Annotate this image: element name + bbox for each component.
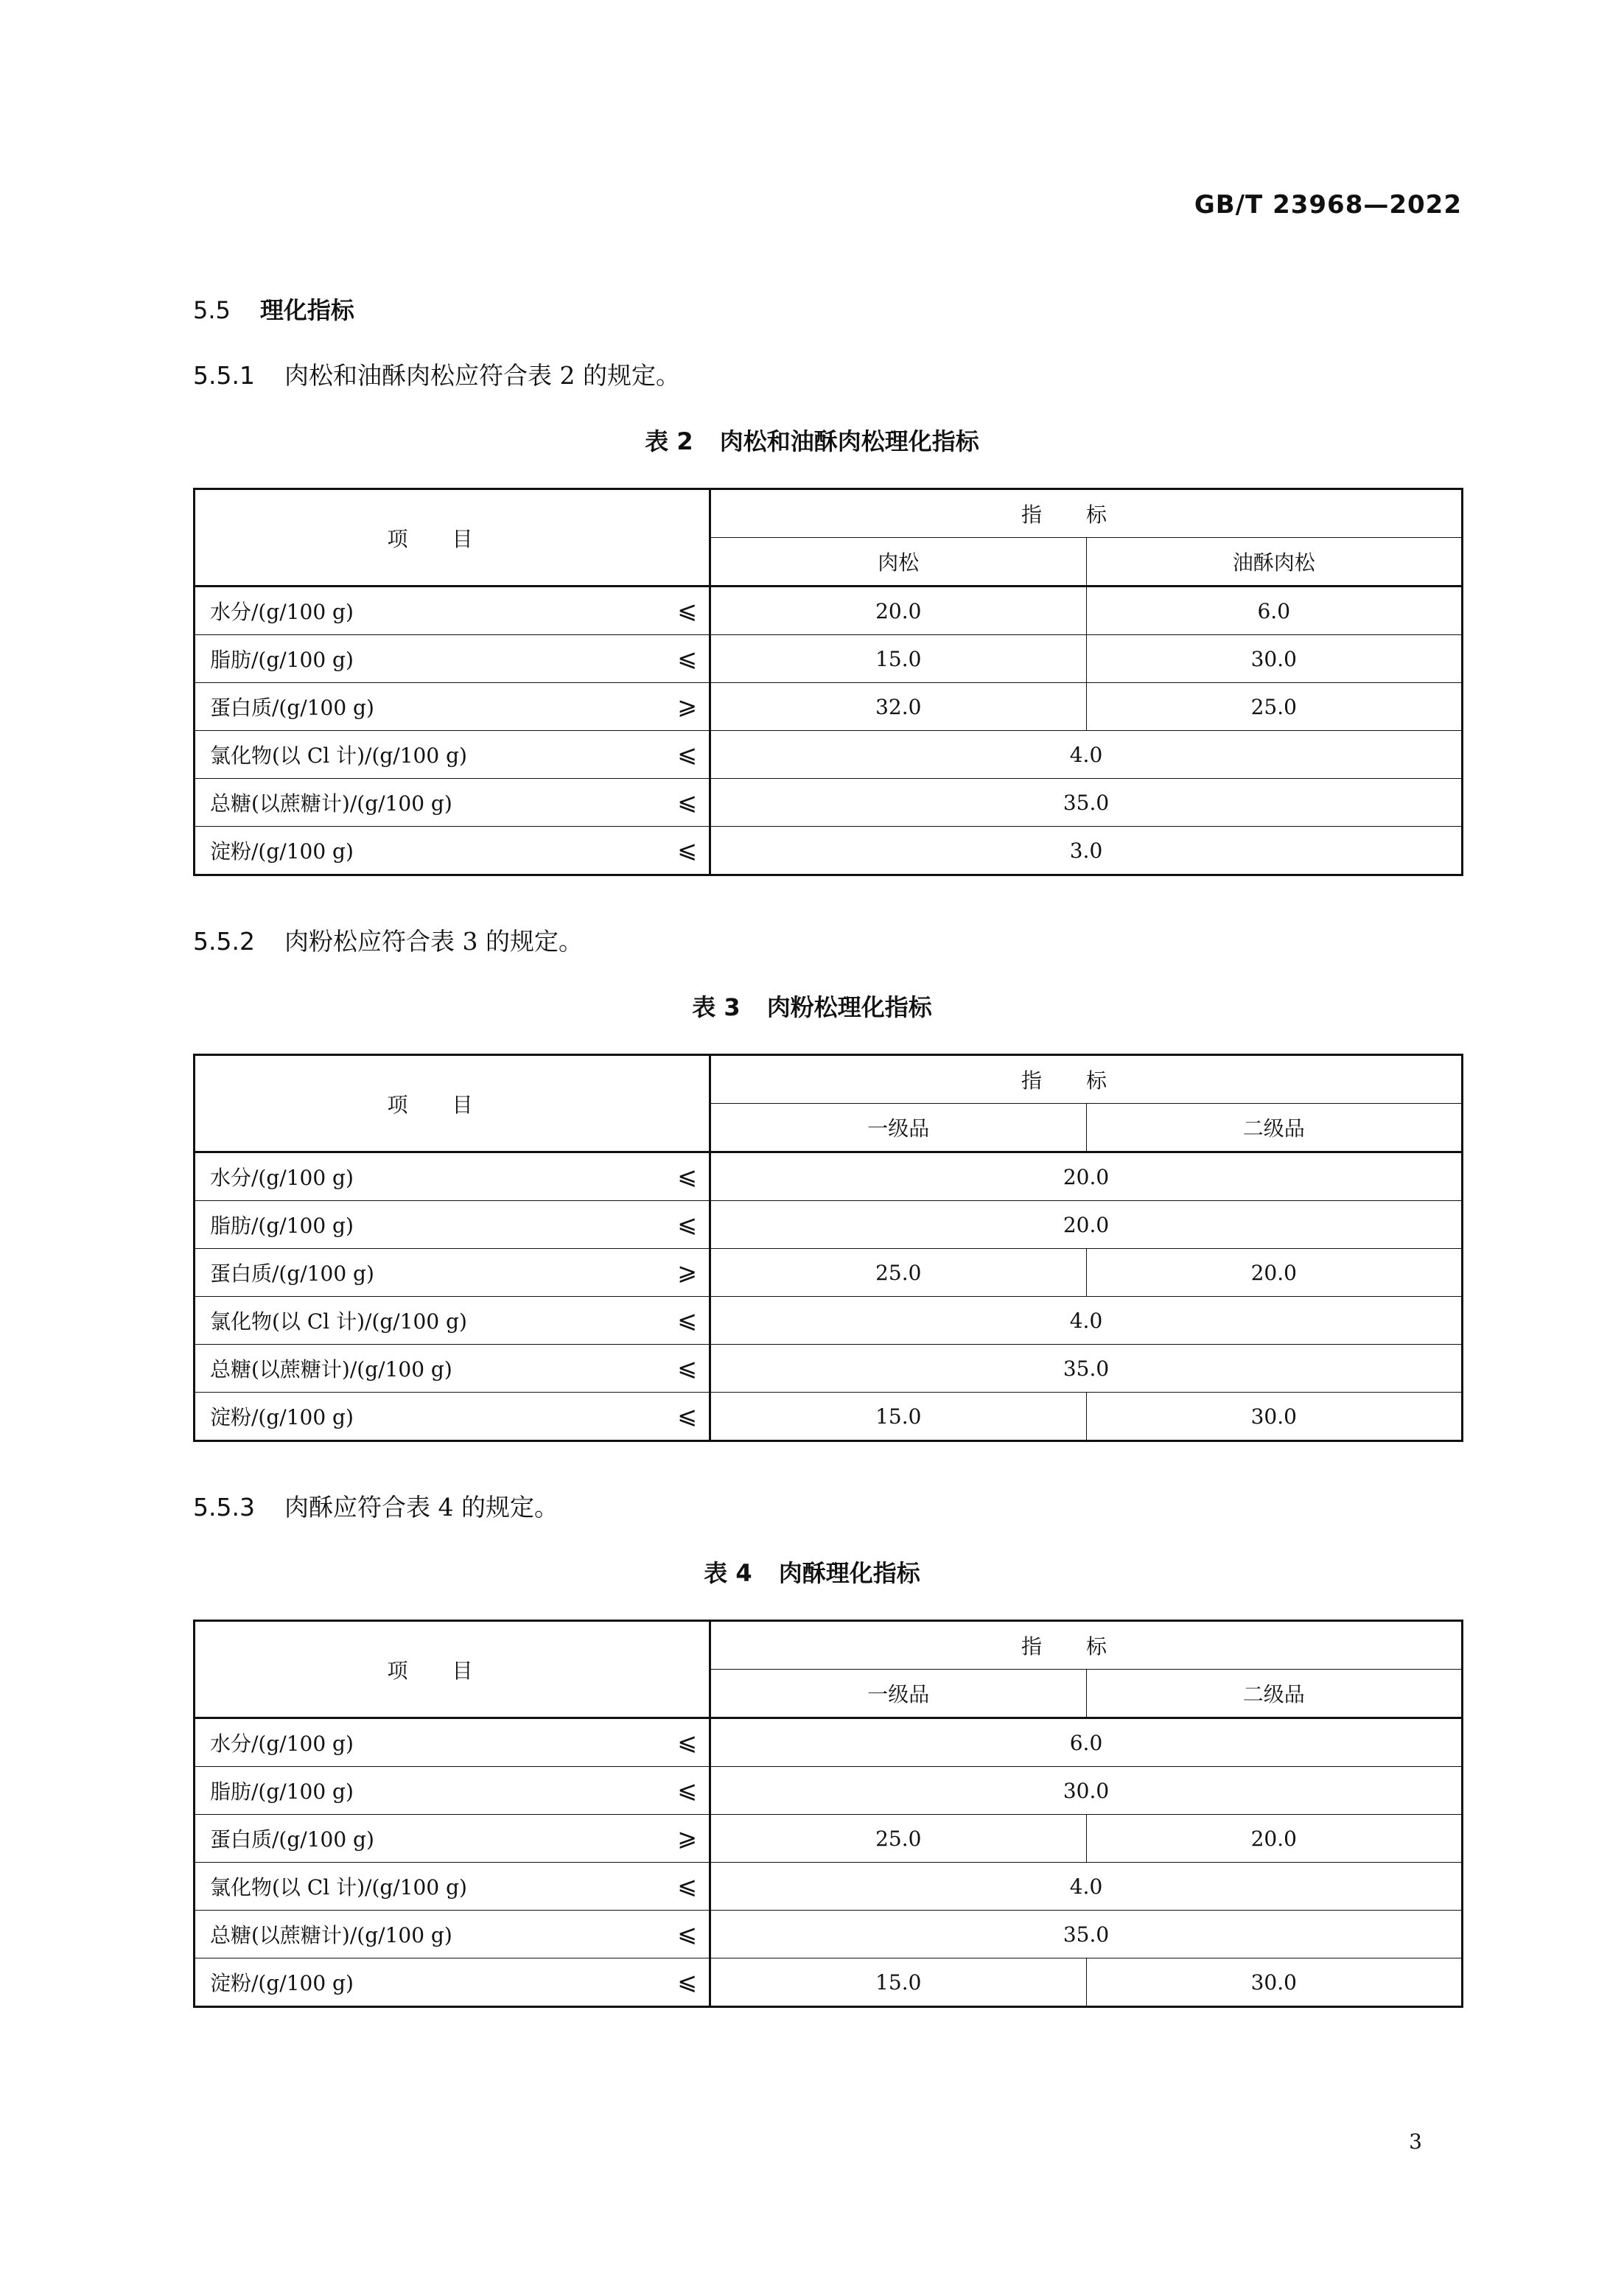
table-row: [195, 683, 1463, 731]
header-item: 项目: [195, 489, 710, 587]
spec-table: [193, 488, 1463, 876]
header-grade: 油酥肉松: [1086, 538, 1463, 587]
row-item-label: 蛋白质/(g/100 g): [210, 1827, 374, 1852]
row-item-label: 氯化物(以 Cl 计)/(g/100 g): [210, 1309, 467, 1334]
row-item-label: 氯化物(以 Cl 计)/(g/100 g): [210, 1875, 467, 1900]
table-row: [195, 1911, 1463, 1958]
comparison-operator: ⩽: [677, 1967, 697, 1995]
row-item-label: 氯化物(以 Cl 计)/(g/100 g): [210, 743, 467, 768]
standard-id: GB/T 23968—2022: [1194, 190, 1462, 220]
comparison-operator: ⩽: [677, 788, 697, 816]
row-item: [195, 1815, 710, 1863]
table-row: [195, 1152, 1463, 1201]
clause-number: 5.5.3: [193, 1493, 255, 1522]
row-item-label: 蛋白质/(g/100 g): [210, 1261, 374, 1286]
row-item-label: 淀粉/(g/100 g): [210, 1971, 354, 1995]
table-header-row: [195, 1621, 1463, 1670]
row-value: 32.0: [710, 683, 1087, 731]
header-index: 指标: [710, 1621, 1463, 1670]
table-row: [195, 1815, 1463, 1863]
row-value-merged: 4.0: [710, 731, 1463, 779]
row-item: [195, 731, 710, 779]
comparison-operator: ⩽: [677, 644, 697, 672]
header-index: 指标: [710, 1055, 1463, 1104]
row-item-label: 水分/(g/100 g): [210, 1732, 354, 1756]
row-item-label: 脂肪/(g/100 g): [210, 1779, 354, 1804]
table-row: [195, 1767, 1463, 1815]
row-item: [195, 1345, 710, 1393]
row-value: 25.0: [710, 1815, 1087, 1863]
row-value: 15.0: [710, 1393, 1087, 1441]
table-header-row: [195, 489, 1463, 538]
row-value: 20.0: [710, 587, 1087, 635]
row-item-label: 总糖(以蔗糖计)/(g/100 g): [210, 1357, 452, 1382]
row-value-merged: 4.0: [710, 1863, 1463, 1911]
row-item-label: 脂肪/(g/100 g): [210, 648, 354, 672]
row-item: [195, 1911, 710, 1958]
clause-number: 5.5.1: [193, 361, 255, 390]
table-row: [195, 1718, 1463, 1767]
row-item: [195, 683, 710, 731]
row-item-label: 水分/(g/100 g): [210, 600, 354, 624]
header-item: 项目: [195, 1055, 710, 1152]
row-item: [195, 635, 710, 683]
spec-table: [193, 1054, 1463, 1442]
row-item-label: 总糖(以蔗糖计)/(g/100 g): [210, 1923, 452, 1947]
table-number: 表 4: [704, 1559, 752, 1587]
row-value: 15.0: [710, 635, 1087, 683]
table-row: [195, 1863, 1463, 1911]
table-row: [195, 1345, 1463, 1393]
row-item: [195, 1718, 710, 1767]
table-caption: [0, 1555, 1624, 1589]
comparison-operator: ⩽: [677, 1354, 697, 1382]
table-row: [195, 1393, 1463, 1441]
row-item-label: 水分/(g/100 g): [210, 1166, 354, 1190]
row-item: [195, 1152, 710, 1201]
table-row: [195, 1249, 1463, 1297]
table-title: 肉松和油酥肉松理化指标: [719, 427, 979, 455]
row-value: 6.0: [1086, 587, 1463, 635]
table-row: [195, 1297, 1463, 1345]
comparison-operator: ⩽: [677, 1306, 697, 1334]
row-item-label: 淀粉/(g/100 g): [210, 839, 354, 864]
row-value-merged: 3.0: [710, 827, 1463, 875]
row-item-label: 淀粉/(g/100 g): [210, 1405, 354, 1429]
table-caption: [0, 423, 1624, 457]
section-title: 理化指标: [259, 296, 354, 324]
table-caption: [0, 989, 1624, 1023]
row-value: 25.0: [710, 1249, 1087, 1297]
row-value-merged: 20.0: [710, 1152, 1463, 1201]
table-row: [195, 587, 1463, 635]
table-row: [195, 1958, 1463, 2007]
spec-table: [193, 1620, 1463, 2008]
table-row: [195, 1201, 1463, 1249]
header-grade: 二级品: [1086, 1104, 1463, 1152]
table-number: 表 2: [645, 427, 693, 455]
header-grade: 一级品: [710, 1104, 1087, 1152]
row-value: 30.0: [1086, 1393, 1463, 1441]
table-row: [195, 635, 1463, 683]
clause-number: 5.5.2: [193, 927, 255, 956]
header-index: 指标: [710, 489, 1463, 538]
row-value: 25.0: [1086, 683, 1463, 731]
row-item: [195, 587, 710, 635]
section-heading: [193, 292, 354, 326]
table-row: [195, 731, 1463, 779]
page-number: 3: [1409, 2129, 1422, 2154]
row-value: 30.0: [1086, 635, 1463, 683]
row-value-merged: 35.0: [710, 1911, 1463, 1958]
table-row: [195, 827, 1463, 875]
row-value: 15.0: [710, 1958, 1087, 2007]
row-item: [195, 1249, 710, 1297]
row-value-merged: 20.0: [710, 1201, 1463, 1249]
row-item: [195, 1393, 710, 1441]
comparison-operator: ⩽: [677, 836, 697, 864]
comparison-operator: ⩽: [677, 1401, 697, 1429]
comparison-operator: ⩽: [677, 1728, 697, 1756]
row-value: 30.0: [1086, 1958, 1463, 2007]
row-item: [195, 1767, 710, 1815]
table-title: 肉粉松理化指标: [766, 993, 932, 1021]
row-item: [195, 1863, 710, 1911]
row-item: [195, 1297, 710, 1345]
row-value-merged: 35.0: [710, 1345, 1463, 1393]
row-value: 20.0: [1086, 1815, 1463, 1863]
clause-paragraph: [193, 357, 680, 391]
table-number: 表 3: [692, 993, 741, 1021]
row-item-label: 脂肪/(g/100 g): [210, 1214, 354, 1238]
comparison-operator: ⩾: [677, 1824, 697, 1852]
comparison-operator: ⩾: [677, 1258, 697, 1286]
header-grade: 肉松: [710, 538, 1087, 587]
section-number: 5.5: [193, 296, 231, 324]
header-grade: 二级品: [1086, 1670, 1463, 1718]
clause-text: 肉松和油酥肉松应符合表 2 的规定。: [284, 361, 680, 390]
table-header-row: [195, 1055, 1463, 1104]
header-grade: 一级品: [710, 1670, 1087, 1718]
row-value-merged: 6.0: [710, 1718, 1463, 1767]
clause-text: 肉酥应符合表 4 的规定。: [284, 1493, 559, 1522]
row-item: [195, 1201, 710, 1249]
row-item: [195, 1958, 710, 2007]
row-value-merged: 30.0: [710, 1767, 1463, 1815]
comparison-operator: ⩽: [677, 596, 697, 624]
comparison-operator: ⩽: [677, 1210, 697, 1238]
row-value-merged: 4.0: [710, 1297, 1463, 1345]
comparison-operator: ⩽: [677, 740, 697, 768]
row-item: [195, 827, 710, 875]
comparison-operator: ⩽: [677, 1919, 697, 1947]
comparison-operator: ⩽: [677, 1776, 697, 1804]
clause-paragraph: [193, 1488, 559, 1523]
table-row: [195, 779, 1463, 827]
comparison-operator: ⩽: [677, 1162, 697, 1190]
row-item-label: 蛋白质/(g/100 g): [210, 696, 374, 720]
row-value: 20.0: [1086, 1249, 1463, 1297]
clause-text: 肉粉松应符合表 3 的规定。: [284, 927, 583, 956]
row-item: [195, 779, 710, 827]
row-item-label: 总糖(以蔗糖计)/(g/100 g): [210, 791, 452, 816]
table-title: 肉酥理化指标: [778, 1559, 920, 1587]
comparison-operator: ⩾: [677, 692, 697, 720]
row-value-merged: 35.0: [710, 779, 1463, 827]
comparison-operator: ⩽: [677, 1872, 697, 1900]
clause-paragraph: [193, 923, 583, 957]
header-item: 项目: [195, 1621, 710, 1718]
